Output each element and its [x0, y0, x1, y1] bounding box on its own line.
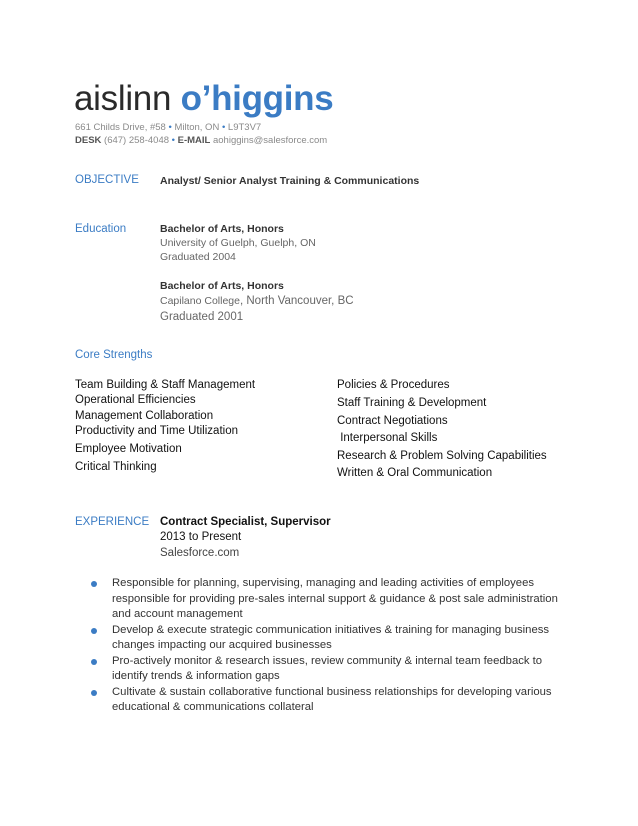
company-name: Salesforce.com	[160, 547, 240, 559]
school-line	[160, 295, 354, 308]
school: University of Guelph, Guelph, ON	[160, 237, 316, 249]
desk-label: DESK	[75, 135, 102, 146]
degree: Bachelor of Arts, Honors	[160, 280, 284, 292]
email-label: E-MAIL	[177, 135, 211, 146]
objective-text: Analyst/ Senior Analyst Training & Communications	[160, 175, 420, 187]
graduation-year: Graduated 2004	[160, 251, 236, 263]
email-address[interactable]: aohiggins@salesforce.com	[212, 135, 328, 146]
objective-label: OBJECTIVE	[75, 174, 139, 186]
bullet-icon	[91, 628, 97, 634]
experience-label: EXPERIENCE	[75, 516, 150, 528]
strength-item: Contract Negotiations	[337, 415, 448, 427]
bullet-icon	[91, 659, 97, 665]
contact-line	[75, 135, 327, 147]
list-item: Cultivate & sustain collaborative functional business relationships for developing various educational & communications collateral	[88, 685, 578, 716]
strength-item: Employee Motivation	[75, 443, 182, 455]
postal-code: L9T3V7	[227, 122, 262, 133]
strength-item: Written & Oral Communication	[337, 467, 493, 479]
list-item: Responsible for planning, supervising, managing and leading activities of employees responsible for providing pre-sales internal support & guidance & post sale administration and account management	[88, 576, 578, 623]
school-location: , North Vancouver, BC	[239, 295, 354, 307]
first-name: aislinn	[74, 79, 172, 118]
strength-item: Operational Efficiencies	[75, 394, 196, 406]
education-label: Education	[75, 223, 127, 235]
responsibilities-list	[88, 576, 578, 716]
strength-item: Staff Training & Development	[337, 397, 487, 409]
separator-dot: •	[171, 135, 175, 146]
list-item: Pro-actively monitor & research issues, review community & internal team feedback to identify trends & information gaps	[88, 654, 578, 685]
address-line	[75, 122, 261, 134]
job-dates: 2013 to Present	[160, 531, 242, 543]
bullet-icon	[91, 581, 97, 587]
list-item: Develop & execute strategic communication initiatives & training for managing business changes impacting our acquired businesses	[88, 623, 578, 654]
address: 661 Childs Drive, #58	[75, 122, 166, 133]
strength-item: Critical Thinking	[75, 461, 157, 473]
separator-dot: •	[221, 122, 226, 133]
strength-item: Team Building & Staff Management	[75, 379, 256, 391]
job-title: Contract Specialist, Supervisor	[160, 516, 331, 528]
city: Milton, ON	[174, 122, 220, 133]
degree: Bachelor of Arts, Honors	[160, 223, 284, 235]
school: Capilano College	[160, 295, 240, 307]
strength-item: Management Collaboration	[75, 410, 214, 422]
strength-item: Policies & Procedures	[337, 379, 450, 391]
core-strengths-label: Core Strengths	[75, 349, 153, 361]
graduation-year: Graduated 2001	[160, 311, 244, 323]
separator-dot: •	[168, 122, 172, 133]
strength-item: Interpersonal Skills	[337, 432, 438, 444]
bullet-icon	[91, 690, 97, 696]
candidate-name	[74, 78, 333, 120]
strength-item: Productivity and Time Utilization	[75, 425, 238, 437]
desk-phone: (647) 258-4048	[104, 135, 170, 146]
last-name: o’higgins	[180, 79, 334, 118]
strength-item: Research & Problem Solving Capabilities	[337, 450, 547, 462]
